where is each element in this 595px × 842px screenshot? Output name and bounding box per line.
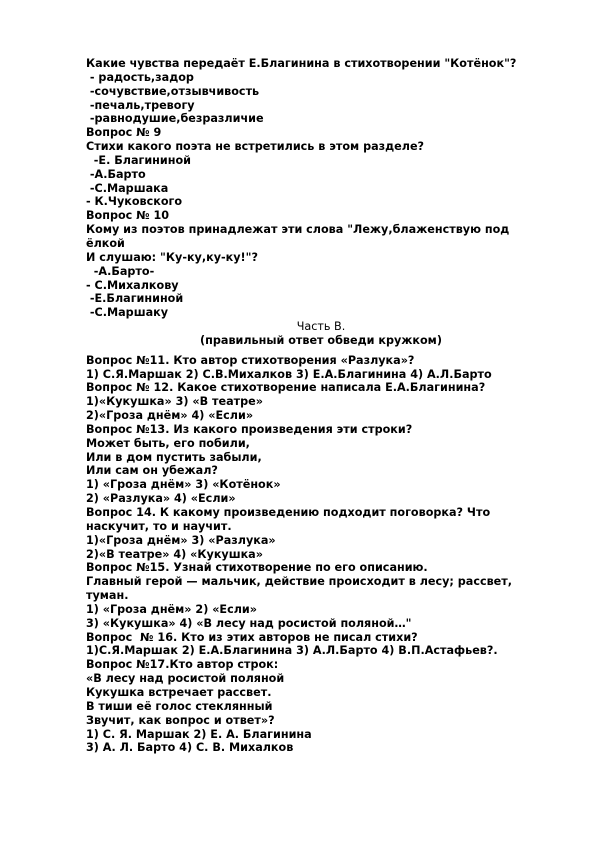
- part-b-line: Вопрос №15. Узнай стихотворение по его описанию.: [86, 561, 428, 575]
- q8-option-2: -сочувствие,отзывчивость: [86, 84, 260, 98]
- part-b-line: 1)С.Я.Маршак 2) Е.А.Благинина 3) А.Л.Барто 4) В.П.Астафьев?.: [86, 644, 498, 658]
- part-b-line: Вопрос №17.Кто автор строк:: [86, 658, 279, 672]
- q10-question-line-2: ёлкой: [86, 236, 125, 250]
- part-b-line: 3) А. Л. Барто 4) С. В. Михалков: [86, 741, 294, 755]
- q8-question: Какие чувства передаёт Е.Благинина в стихотворении "Котёнок"?: [86, 57, 517, 70]
- q8-option-4: -равнодушие,безразличие: [86, 112, 264, 126]
- part-b-line: Кукушка встречает рассвет.: [86, 685, 272, 699]
- part-b-line: 1)«Кукушка» 3) «В театре»: [86, 395, 263, 409]
- part-b-line: 2)«Гроза днём» 4) «Если»: [86, 409, 254, 423]
- q9-option-2: -А.Барто: [86, 167, 146, 181]
- part-b-line: В тиши её голос стеклянный: [86, 699, 273, 713]
- q10-question-line-3: И слушаю: "Ку-ку,ку-ку!"?: [86, 250, 258, 264]
- part-b-line: 1) «Гроза днём» 3) «Котёнок»: [86, 478, 281, 492]
- part-b-line: 2)«В театре» 4) «Кукушка»: [86, 547, 263, 561]
- q9-option-1: -Е. Благининой: [86, 153, 191, 167]
- part-b-line: 3) «Кукушка» 4) «В лесу над росистой поляной…": [86, 616, 412, 630]
- document-page: [86, 57, 556, 755]
- part-subtitle: (правильный ответ обведи кружком): [200, 333, 442, 347]
- q10-question-line-1: Кому из поэтов принадлежат эти слова "Лежу,блаженствую под: [86, 223, 510, 237]
- part-b-line: Может быть, его побили,: [86, 436, 250, 450]
- part-b-line: Или в дом пустить забыли,: [86, 450, 262, 464]
- part-b-line: 1)«Гроза днём» 3) «Разлука»: [86, 533, 276, 547]
- q8-option-3: -печаль,тревогу: [86, 98, 195, 112]
- q9-question: Стихи какого поэта не встретились в этом разделе?: [86, 140, 425, 154]
- part-b-line: Вопрос № 12. Какое стихотворение написала Е.А.Благинина?: [86, 381, 486, 395]
- q10-option-4: -С.Маршаку: [86, 306, 169, 320]
- part-b-line: 1) С. Я. Маршак 2) Е. А. Благинина: [86, 727, 312, 741]
- part-b-line: наскучит, то и научит.: [86, 519, 232, 533]
- part-title: Часть В.: [296, 320, 346, 334]
- part-b-line: Или сам он убежал?: [86, 464, 218, 478]
- q9-option-3: -С.Маршака: [86, 181, 169, 195]
- q10-option-2: - С.Михалкову: [86, 278, 179, 292]
- q8-option-1: - радость,задор: [86, 70, 194, 84]
- q10-option-3: -Е.Благининой: [86, 292, 184, 306]
- part-b-line: Звучит, как вопрос и ответ»?: [86, 713, 275, 727]
- part-b-content: [86, 354, 556, 755]
- part-b-line: Вопрос №13. Из какого произведения эти строки?: [86, 422, 413, 436]
- part-b-line: Вопрос 14. К какому произведению подходит поговорка? Что: [86, 506, 491, 519]
- part-b-line: «В лесу над росистой поляной: [86, 672, 285, 686]
- part-b-line: 1) С.Я.Маршак 2) С.В.Михалков 3) Е.А.Благинина 4) А.Л.Барто: [86, 367, 492, 381]
- part-b-line: Главный герой — мальчик, действие происходит в лесу; рассвет,: [86, 575, 512, 589]
- part-b-line: 1) «Гроза днём» 2) «Если»: [86, 602, 257, 616]
- q10-title: Вопрос № 10: [86, 209, 170, 223]
- part-b-line: туман.: [86, 589, 129, 603]
- part-b-line: Вопрос № 16. Кто из этих авторов не писал стихи?: [86, 630, 418, 644]
- part-b-line: Вопрос №11. Кто автор стихотворения «Разлука»?: [86, 353, 415, 367]
- q10-option-1: -А.Барто-: [86, 264, 155, 278]
- part-b-line: 2) «Разлука» 4) «Если»: [86, 492, 236, 506]
- q9-title: Вопрос № 9: [86, 126, 162, 140]
- q9-option-4: - К.Чуковского: [86, 195, 183, 209]
